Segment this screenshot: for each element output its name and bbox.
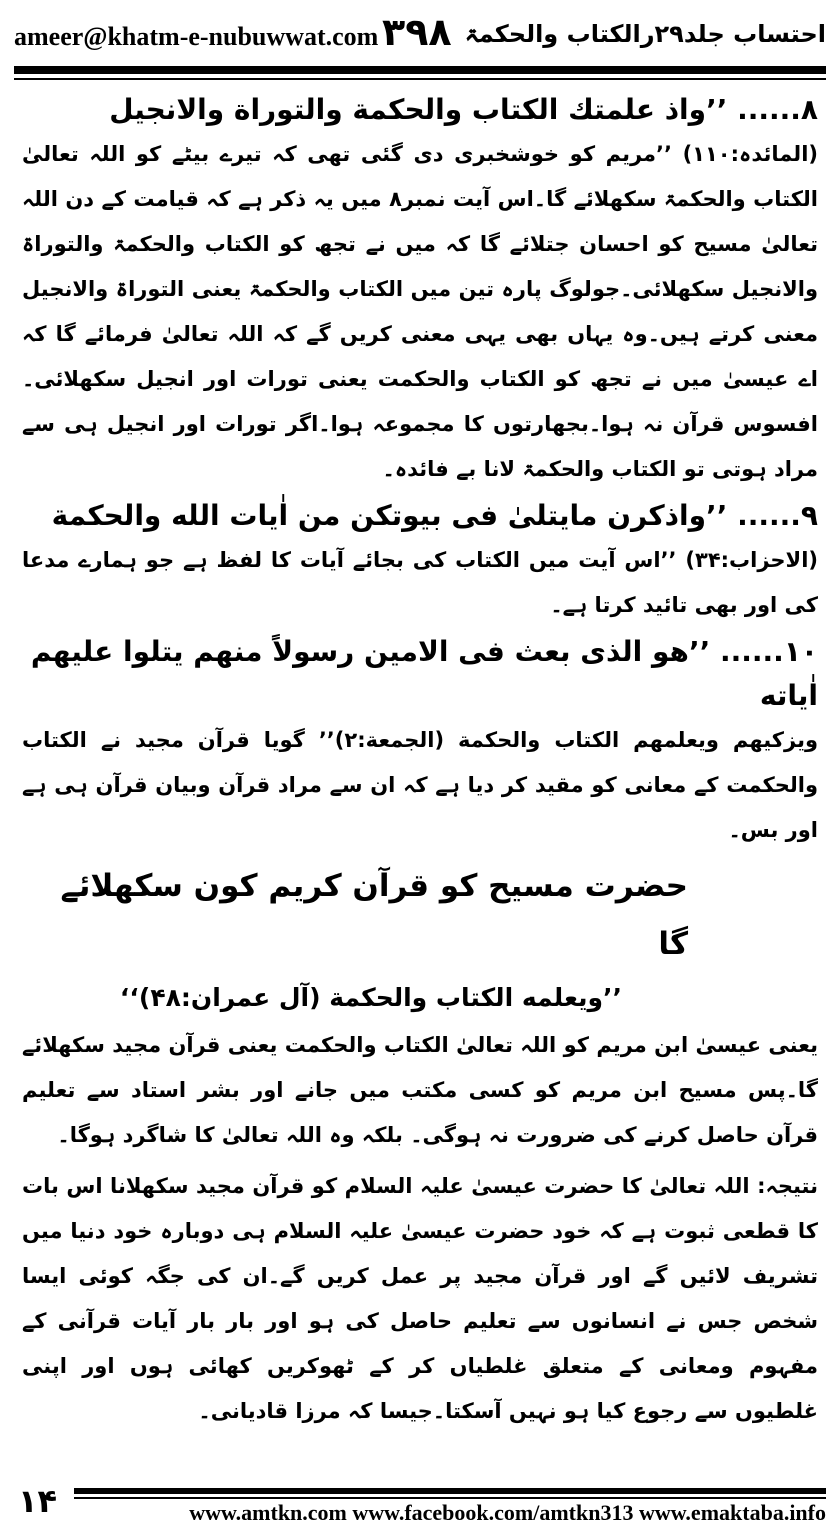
page-body	[22, 88, 818, 1446]
paragraph-11: یعنی عیسیٰ ابن مریم کو اللہ تعالیٰ الکتاب والحکمت یعنی قرآن مجید سکھلائے گا۔پس مسیح ابن مریم کو کسی مکتب میں جانے اور بشر استاد سے تعلیم قرآن حاصل کرنے کی ضرورت نہ ہوگی۔ بلکہ وہ اللہ تعالیٰ کا شاگرد ہوگا۔	[22, 1033, 818, 1147]
paragraph-8: (المائدہ:۱۱۰) ’’مریم کو خوشخبری دی گئی تھی کہ تیرے بیٹے کو اللہ تعالیٰ الکتاب والحکمۃ سکھلائے گا۔اس آیت نمبر۸ میں یہ ذکر ہے کہ قیامت کے دن اللہ تعالیٰ مسیح کو احسان جتلائے گا کہ میں نے تجھ کو الکتاب والحکمۃ والتوراۃ والانجیل سکھلائی۔جولوگ پارہ تین میں الکتاب والحکمۃ یعنی التوراۃ والانجیل معنی کرتے ہیں۔وہ یہاں بھی یہی معنی کریں گے کہ اللہ تعالیٰ فرمائے گا کہ اے عیسیٰ میں نے تجھ کو الکتاب والحکمت یعنی تورات اور انجیل سکھلائی۔افسوس قرآن نہ ہوا۔بجھارتوں کا مجموعہ ہوا۔اگر تورات اور انجیل ہی سے مراد ہوتی تو الکتاب والحکمۃ لانا بے فائدہ۔	[22, 142, 818, 481]
quoted-verse: ’’ويعلمه الكتاب والحكمة (آل عمران:۴۸)‘‘	[119, 983, 622, 1012]
verse-8: ۸...... ’’واذ علمتك الكتاب والحكمة والتوراة والانجيل	[109, 93, 818, 126]
footer-rule-thick	[74, 1488, 826, 1494]
header-book-title: احتساب جلد۲۹رالکتاب والحکمۃ	[464, 20, 826, 48]
page-footer	[14, 1478, 826, 1530]
header-rule-thick	[14, 66, 826, 74]
page-header	[14, 8, 826, 64]
verse-9: ۹...... ’’واذكرن مايتلىٰ فى بيوتكن من اٰيات الله والحكمة	[51, 499, 818, 532]
section-heading: حضرت مسیح کو قرآن کریم کون سکھلائے گا	[60, 868, 688, 962]
footer-rule-thin	[74, 1497, 826, 1499]
footer-folio: ۱۴	[18, 1482, 58, 1520]
paragraph-9: (الاحزاب:۳۴) ’’اس آیت میں الکتاب کی بجائے آیات کا لفظ ہے جو ہمارے مدعا کی اور بھی تائید کرتا ہے۔	[22, 548, 818, 617]
paragraph-10: ويزكيهم ويعلمهم الكتاب والحكمة (الجمعة:۲)’’ گویا قرآن مجید نے الکتاب والحکمت کے معانی کو مقید کر دیا ہے کہ ان سے مراد قرآن وبیان قرآن ہی ہے اور بس۔	[22, 728, 818, 842]
header-email[interactable]: ameer@khatm-e-nubuwwat.com	[14, 22, 379, 51]
verse-10: ۱۰...... ’’هو الذى بعث فى الامين رسولاً منهم يتلوا عليهم اٰياته	[30, 635, 818, 712]
header-rule-thin	[14, 78, 826, 80]
footer-links[interactable]: www.amtkn.com www.facebook.com/amtkn313 www.emaktaba.info	[189, 1500, 826, 1525]
paragraph-conclusion: نتیجہ: اللہ تعالیٰ کا حضرت عیسیٰ علیہ السلام کو قرآن مجید سکھلانا اس بات کا قطعی ثبوت ہے کہ خود حضرت عیسیٰ علیہ السلام ہی دوبارہ خود دنیا میں تشریف لائیں گے اور قرآن مجید پر عمل کریں گے۔ان کی جگہ کوئی ایسا شخص جس نے انسانوں سے تعلیم حاصل کی ہو اور بار بار آیات قرآنی کے مفہوم ومعانی کے متعلق غلطیاں کر کے ٹھوکریں کھائی ہوں اور اپنی غلطیوں سے رجوع کیا ہو نہیں آسکتا۔جیسا کہ مرزا قادیانی۔	[22, 1174, 818, 1423]
header-page-number: ۳۹۸	[382, 10, 452, 54]
